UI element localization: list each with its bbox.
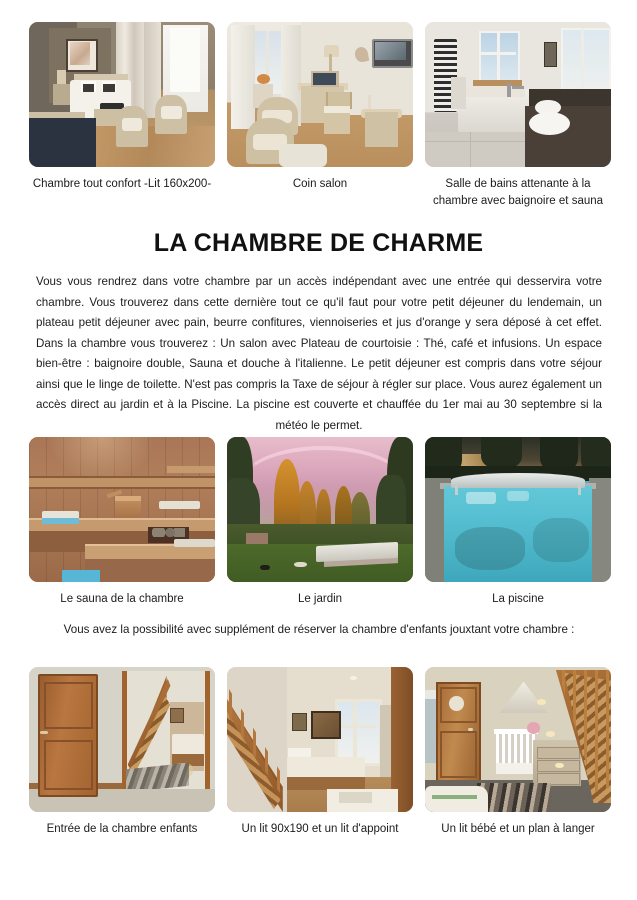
baby-bed-caption: Un lit bébé et un plan à langer xyxy=(441,823,595,835)
garden-caption: Le jardin xyxy=(297,593,343,605)
lounge-corner-caption: Coin salon xyxy=(292,178,348,190)
photo-cell-children-bed xyxy=(227,667,413,838)
photo-cell-baby-bed xyxy=(425,667,611,838)
baby-bed-photo[interactable] xyxy=(425,667,611,812)
photo-cell-lounge xyxy=(227,22,413,210)
photo-cell-sauna xyxy=(29,437,215,608)
pool-caption: La piscine xyxy=(492,593,544,605)
pool-photo[interactable] xyxy=(425,437,611,582)
photo-cell-pool xyxy=(425,437,611,608)
photo-row-middle xyxy=(29,437,611,608)
page-title: LA CHAMBRE DE CHARME xyxy=(153,229,484,257)
garden-photo[interactable] xyxy=(227,437,413,582)
bedroom-photo[interactable] xyxy=(29,22,215,167)
children-bed-photo[interactable] xyxy=(227,667,413,812)
children-room-entrance-caption: Entrée de la chambre enfants xyxy=(46,823,198,835)
sauna-caption: Le sauna de la chambre xyxy=(60,593,184,605)
children-room-entrance-photo[interactable] xyxy=(29,667,215,812)
photo-cell-garden xyxy=(227,437,413,608)
bathroom-photo[interactable] xyxy=(425,22,611,167)
photo-cell-children-entrance xyxy=(29,667,215,838)
photo-cell-bathroom xyxy=(425,22,611,210)
children-bed-caption: Un lit 90x190 et un lit d'appoint xyxy=(241,823,399,835)
lounge-corner-photo[interactable] xyxy=(227,22,413,167)
children-room-note: Vous avez la possibilité avec supplément de réserver la chambre d'enfants jouxtant votre chambre : xyxy=(63,623,575,636)
bathroom-caption: Salle de bains attenante à la chambre avec baignoire et sauna xyxy=(432,178,604,207)
photo-row-top xyxy=(29,22,611,210)
photo-cell-bedroom xyxy=(29,22,215,210)
bedroom-caption: Chambre tout confort -Lit 160x200- xyxy=(32,178,212,190)
photo-row-bottom xyxy=(29,667,611,838)
sauna-photo[interactable] xyxy=(29,437,215,582)
intro-paragraph: Vous vous rendrez dans votre chambre par un accès indépendant avec une entrée qui desservira votre chambre. Vous trouverez dans cette dernière tout ce qu'il faut pour votre petit déjeuner du lendemain, un plateau petit déjeuner avec pain, beurre confitures, viennoiseries et jus d'orange y sera déposé à cet effet. Dans la chambre vous trouverez : Un salon avec Plateau de courtoisie : Thé, café et infusions. Un espace bien-être : baignoire double, Sauna et douche à l'italienne. Le petit déjeuner est compris dans votre séjour ainsi que le linge de toilette. N'est pas compris la Taxe de séjour à régler sur place. Vous aurez également un accès direct au jardin et à la Piscine. La piscine est couverte et chauffée du 1er mai au 30 septembre si la météo le permet. xyxy=(36,275,602,432)
